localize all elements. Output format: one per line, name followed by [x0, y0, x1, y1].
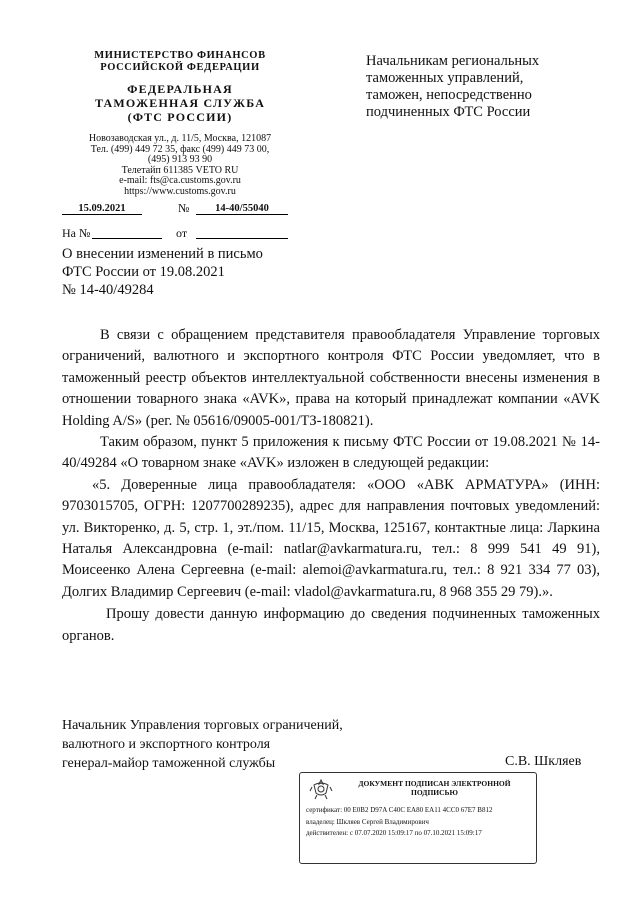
signatory-line: валютного и экспортного контроля — [62, 737, 271, 752]
signatory-position — [62, 716, 402, 773]
stamp-title: ДОКУМЕНТ ПОДПИСАН ЭЛЕКТРОННОЙ ПОДПИСЬЮ — [358, 779, 511, 797]
ministry-line: МИНИСТЕРСТВО ФИНАНСОВ — [94, 50, 266, 61]
emblem-icon — [308, 777, 334, 801]
registration-date: 15.09.2021 — [62, 203, 142, 215]
contacts — [60, 134, 300, 197]
contact-phone: Тел. (499) 449 72 35, факс (499) 449 73 00, — [90, 143, 270, 155]
stamp-owner: владелец: Шкляев Сергей Владимирович — [306, 817, 429, 826]
ministry-name — [60, 50, 300, 74]
signatory-line: генерал-майор таможенной службы — [62, 756, 276, 771]
signatory-line: Начальник Управления торговых ограничений, — [62, 718, 343, 733]
contact-teletype: Телетайп 611385 VETO RU — [121, 164, 239, 176]
contact-address: Новозаводская ул., д. 11/5, Москва, 121087 — [88, 133, 272, 144]
stamp-certificate: сертификат: 00 E0B2 D97A C40C EA80 EA11 4CC0 67E7 B812 — [306, 806, 493, 814]
signatory-name: С.В. Шкляев — [505, 754, 582, 769]
reference-label: На № — [62, 226, 91, 240]
registration-number: 14-40/55040 — [196, 203, 288, 215]
contact-email: e-mail: fts@ca.customs.gov.ru — [119, 175, 241, 186]
service-line: ФЕДЕРАЛЬНАЯ — [127, 82, 233, 96]
addressee-line: подчиненных ФТС России — [366, 104, 531, 120]
contact-website: https://www.customs.gov.ru — [124, 185, 236, 197]
addressee-line: таможенных управлений, — [366, 70, 524, 86]
ministry-line: РОССИЙСКОЙ ФЕДЕРАЦИИ — [100, 62, 260, 73]
stamp-details — [306, 806, 532, 838]
body-paragraph: Прошу довести данную информацию до сведения подчиненных таможенных органов. — [62, 606, 600, 644]
letter-body — [62, 325, 600, 647]
body-paragraph: «5. Доверенные лица правообладателя: «ООО «АВК АРМАТУРА» (ИНН: 9703015705, ОГРН: 1207700289235), адрес для направления почтовых уведомлений: ул. Викторенко, д. 5, стр. 1, эт./пом. 11/15, Москва, 125167, контактные лица: Ларкина Наталья Александровна (e-mail: natlar@avkarmatura.ru, тел.: 8 999 541 49 91), Моисеенко Алена Сергеевна (e-mail: alemoi@avkarmatura.ru, тел.: 8 921 334 77 03), Долгих Владимир Сергеевич (e-mail: vladol@avkarmatura.ru, 8 968 355 29 79).». — [62, 476, 600, 600]
service-name — [60, 82, 300, 124]
contact-phone-2: (495) 913 93 90 — [147, 154, 213, 165]
addressee-line: таможен, непосредственно — [366, 87, 532, 103]
subject-line: ФТС России от 19.08.2021 — [62, 264, 225, 280]
subject-line: № 14-40/49284 — [62, 282, 154, 298]
e-signature-stamp — [299, 772, 537, 864]
addressee-line: Начальникам региональных — [366, 53, 540, 69]
subject-line: О внесении изменений в письмо — [62, 246, 263, 262]
service-line: ТАМОЖЕННАЯ СЛУЖБА — [94, 96, 266, 110]
number-sign: № — [178, 201, 190, 215]
body-paragraph: В связи с обращением представителя правообладателя Управление торговых ограничений, валютного и экспортного контроля ФТС России уведомляет, что в таможенный реестр объектов интеллектуальной собственности внесены изменения в отношении товарного знака «AVK», права на который принадлежат компании «AVK Holding A/S» (рег. № 05616/09005-001/ТЗ-180821). — [62, 327, 600, 429]
service-line: (ФТС РОССИИ) — [127, 110, 233, 124]
stamp-validity: действителен: с 07.07.2020 15:09:17 по 07.10.2021 15:09:17 — [306, 829, 482, 838]
addressee — [366, 53, 616, 121]
subject — [62, 245, 322, 299]
reference-date-blank — [196, 238, 288, 239]
body-paragraph: Таким образом, пункт 5 приложения к письму ФТС России от 19.08.2021 № 14-40/49284 «О товарном знаке «AVK» изложен в следующей редакции: — [62, 434, 600, 472]
letterhead — [60, 50, 300, 197]
reference-from-label: от — [176, 226, 188, 240]
reference-number-blank — [92, 238, 162, 239]
